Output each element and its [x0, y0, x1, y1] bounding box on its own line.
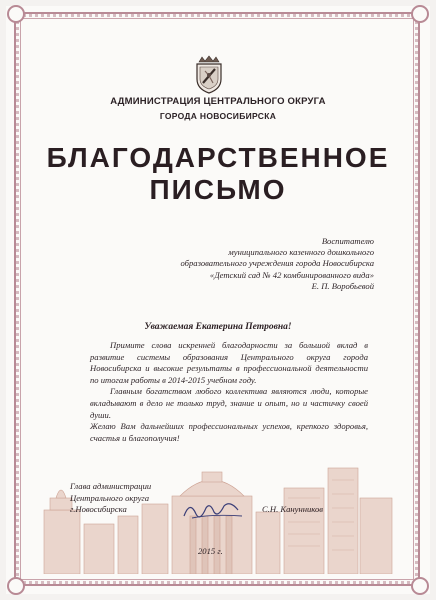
signatory-position [70, 481, 151, 516]
handwritten-signature [178, 496, 248, 524]
signatory-name: С.Н. Канунников [262, 504, 324, 514]
body-paragraph: Главным богатством любого коллектива являются люди, которые вкладывают в дело не только труд, знание и опыт, но и частичку своей души. [90, 386, 368, 420]
body-paragraph: Примите слова искренней благодарности за большой вклад в развитие системы образования Центрального округа города Новосибирска и высокие результаты в профессиональной деятельности по итогам работы в 2014-2015 учебном году. [90, 340, 368, 385]
body-paragraph: Желаю Вам дальнейших профессиональных успехов, крепкого здоровья, счастья и благополучия! [90, 421, 368, 443]
organization-name-line1: АДМИНИСТРАЦИЯ ЦЕНТРАЛЬНОГО ОКРУГА [110, 96, 326, 107]
corner-ornament-bottom-right [411, 577, 429, 595]
signatory-position-line: г.Новосибирска [70, 504, 127, 515]
addressee-line: Е. П. Воробьевой [311, 280, 374, 291]
document-title-line2: ПИСЬМО [149, 174, 287, 205]
addressee-block [114, 236, 374, 292]
corner-ornament-top-left [7, 5, 25, 23]
signatory-position-line: Глава администрации [70, 481, 152, 491]
addressee-line: Воспитателю [321, 236, 374, 246]
letter-body [90, 340, 368, 444]
coat-of-arms-icon [191, 53, 227, 95]
signatory-position-line: Центрального округа [70, 492, 150, 503]
addressee-line: «Детский сад № 42 комбинированного вида» [209, 269, 374, 280]
addressee-line: муниципального казенного дошкольного [228, 247, 374, 258]
document-title-line1: БЛАГОДАРСТВЕННОЕ [46, 142, 390, 173]
addressee-line: образовательного учреждения города Новосибирска [180, 258, 374, 269]
corner-ornament-bottom-left [7, 577, 25, 595]
salutation: Уважаемая Екатерина Петровна! [144, 322, 292, 332]
document-year: 2015 г. [198, 546, 223, 556]
corner-ornament-top-right [411, 5, 429, 23]
organization-name-line2: ГОРОДА НОВОСИБИРСКА [159, 111, 277, 121]
